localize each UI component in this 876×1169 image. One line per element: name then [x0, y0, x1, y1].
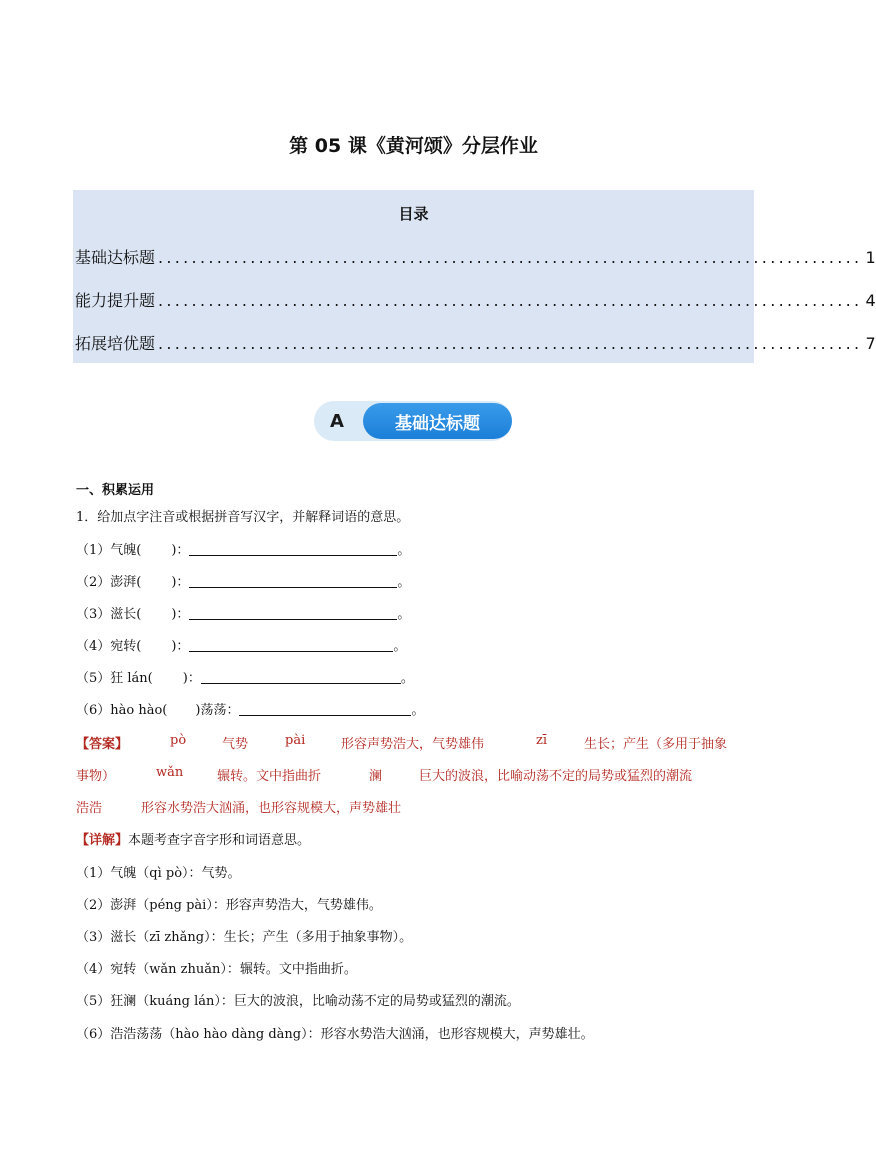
sub-item-end: 。	[393, 639, 407, 654]
toc-item-label: 基础达标题	[75, 248, 156, 267]
answer-blank	[189, 574, 397, 588]
sub-item-mid: )：	[171, 639, 190, 654]
sub-item-mid: )：	[171, 607, 190, 622]
table-of-contents	[73, 190, 876, 363]
detail-intro: 本题考查字音字形和词语意思。	[128, 833, 311, 848]
toc-leader-dots: ....................................................................................	[158, 248, 863, 267]
sub-item	[76, 571, 410, 590]
detail-line: （2）澎湃（péng pài）：形容声势浩大，气势雄伟。	[76, 898, 382, 913]
answer-blank	[189, 606, 397, 620]
question-text: 1．给加点字注音或根据拼音写汉字，并解释词语的意思。	[76, 510, 410, 525]
sub-item	[76, 699, 424, 718]
detail-line: （3）滋长（zī zhǎng）：生长；产生（多用于抽象事物）。	[76, 930, 413, 945]
badge-letter: A	[330, 410, 344, 432]
sub-item-mid: )：	[171, 543, 190, 558]
sub-item	[76, 667, 414, 686]
toc-item[interactable]	[75, 288, 876, 311]
detail-line: （6）浩浩荡荡（hào hào dàng dàng）：形容水势浩大汹涌，也形容规模大，声势雄壮。	[76, 1027, 594, 1042]
sub-item-end: 。	[397, 543, 411, 558]
sub-item-end: 。	[397, 607, 411, 622]
toc-item[interactable]	[75, 245, 876, 268]
toc-heading: 目录	[398, 205, 429, 223]
answer-item: pò	[170, 733, 187, 748]
answer-item: 事物）	[76, 769, 116, 784]
answer-item: 生长；产生（多用于抽象	[584, 737, 728, 752]
sub-item-prefix: （2）澎湃(	[76, 575, 142, 590]
sub-item-mid: )：	[182, 671, 201, 686]
detail-tag: 【详解】	[76, 833, 129, 848]
toc-item-label: 能力提升题	[75, 291, 156, 310]
toc-item-page: 7	[865, 334, 876, 353]
detail-line: （5）狂澜（kuáng lán）：巨大的波浪，比喻动荡不定的局势或猛烈的潮流。	[76, 994, 520, 1009]
sub-item-prefix: （3）滋长(	[76, 607, 142, 622]
detail-line: （1）气魄（qì pò）：气势。	[76, 866, 241, 881]
answer-tag: 【答案】	[76, 737, 129, 752]
sub-item-prefix: （1）气魄(	[76, 543, 142, 558]
answer-item: 辗转。文中指曲折	[217, 769, 322, 784]
answer-item: 形容水势浩大汹涌，也形容规模大，声势雄壮	[141, 801, 402, 816]
answer-item: 澜	[369, 769, 383, 784]
sub-item	[76, 603, 410, 622]
sub-item-end: 。	[400, 671, 414, 686]
answer-blank	[239, 702, 411, 716]
answer-item: 气势	[222, 737, 249, 752]
answer-item: 浩浩	[76, 801, 103, 816]
section-heading: 一、积累运用	[76, 483, 155, 498]
sub-item	[76, 635, 406, 654]
detail-line: （4）宛转（wǎn zhuǎn）：辗转。文中指曲折。	[76, 962, 357, 977]
badge-label: 基础达标题	[363, 403, 512, 439]
answer-blank	[189, 638, 393, 652]
toc-item-label: 拓展培优题	[75, 334, 156, 353]
sub-item-prefix: （6）hào hào(	[76, 703, 168, 718]
toc-item-page: 4	[865, 291, 876, 310]
sub-item-mid: )：	[171, 575, 190, 590]
sub-item-end: 。	[411, 703, 425, 718]
answer-item: zī	[536, 733, 548, 748]
toc-leader-dots: ....................................................................................	[158, 291, 863, 310]
answer-item: wǎn	[156, 765, 184, 780]
answer-item: pài	[285, 733, 306, 748]
sub-item-mid: )荡荡：	[195, 703, 240, 718]
toc-item[interactable]	[75, 331, 876, 354]
page-title: 第 05 课《黄河颂》分层作业	[289, 135, 538, 157]
answer-blank	[189, 542, 397, 556]
toc-leader-dots: ....................................................................................	[158, 334, 863, 353]
section-badge	[314, 401, 512, 441]
sub-item-prefix: （5）狂 lán(	[76, 671, 153, 686]
toc-item-page: 1	[865, 248, 876, 267]
sub-item-prefix: （4）宛转(	[76, 639, 142, 654]
sub-item	[76, 539, 410, 558]
sub-item-end: 。	[397, 575, 411, 590]
answer-item: 形容声势浩大，气势雄伟	[341, 737, 485, 752]
answer-item: 巨大的波浪，比喻动荡不定的局势或猛烈的潮流	[419, 769, 693, 784]
answer-blank	[201, 670, 401, 684]
detail-header	[76, 829, 310, 848]
